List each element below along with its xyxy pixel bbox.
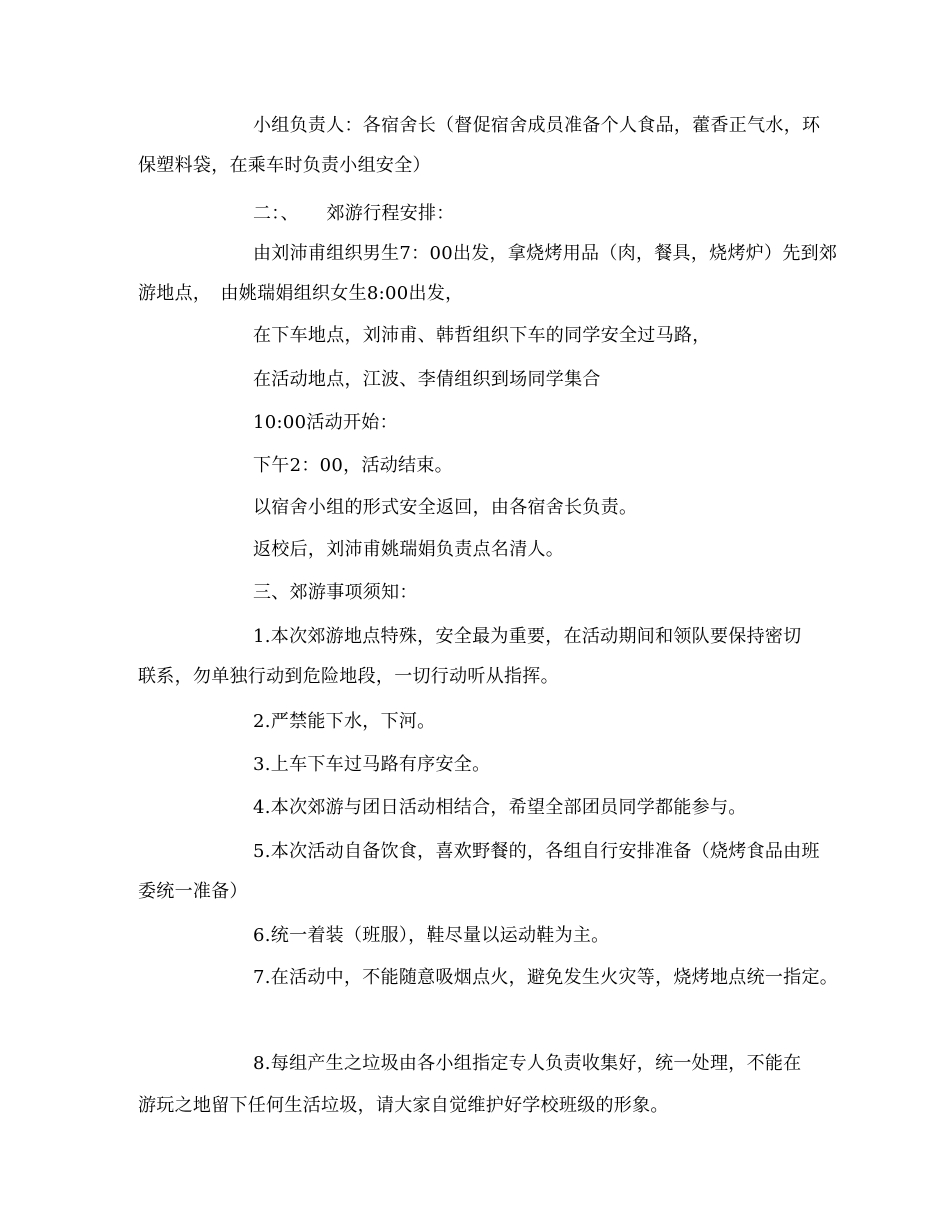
list-item: 2.严禁能下水，下河。 — [253, 711, 436, 732]
list-item: 5.本次活动自备饮食，喜欢野餐的，各组自行安排准备（烧烤食品由班 — [253, 841, 820, 862]
text-line: 在活动地点，江波、李倩组织到场同学集合 — [253, 369, 601, 390]
text-line: 以宿舍小组的形式安全返回，由各宿舍长负责。 — [253, 497, 638, 518]
text-line: 返校后，刘沛甫姚瑞娟负责点名清人。 — [253, 539, 565, 560]
text-line: 1.本次郊游地点特殊，安全最为重要，在活动期间和领队要保持密切 — [253, 626, 802, 647]
text-line: 小组负责人：各宿舍长（督促宿舍成员准备个人食品，藿香正气水，环 — [253, 115, 821, 136]
list-item: 6.统一着装（班服），鞋尽量以运动鞋为主。 — [253, 925, 610, 946]
text-line: 游玩之地留下任何生活垃圾，请大家自觉维护好学校班级的形象。 — [138, 1095, 669, 1116]
list-item: 8.每组产生之垃圾由各小组指定专人负责收集好，统一处理，不能在 — [253, 1053, 802, 1074]
text-line: 10:00活动开始： — [253, 412, 398, 433]
text-line: 委统一准备） — [138, 881, 248, 902]
text-line: 下午2：00，活动结束。 — [253, 455, 453, 476]
text-line: 在下车地点，刘沛甫、韩哲组织下车的同学安全过马路， — [253, 325, 711, 346]
text-line: 联系，勿单独行动到危险地段，一切行动听从指挥。 — [138, 666, 559, 687]
text-line: 由刘沛甫组织男生7：00出发，拿烧烤用品（肉，餐具，烧烤炉）先到郊 — [253, 243, 838, 264]
section-heading: 二：、 郊游行程安排： — [253, 203, 455, 224]
text-line: 保塑料袋，在乘车时负责小组安全） — [138, 155, 431, 176]
list-item: 7.在活动中，不能随意吸烟点火，避免发生火灾等，烧烤地点统一指定。 — [253, 967, 839, 988]
list-item: 4.本次郊游与团日活动相结合，希望全部团员同学都能参与。 — [253, 797, 747, 818]
text-line: 游地点， 由姚瑞娟组织女生8:00出发， — [138, 283, 464, 304]
section-heading: 三、郊游事项须知： — [253, 582, 418, 603]
list-item: 3.上车下车过马路有序安全。 — [253, 754, 491, 775]
